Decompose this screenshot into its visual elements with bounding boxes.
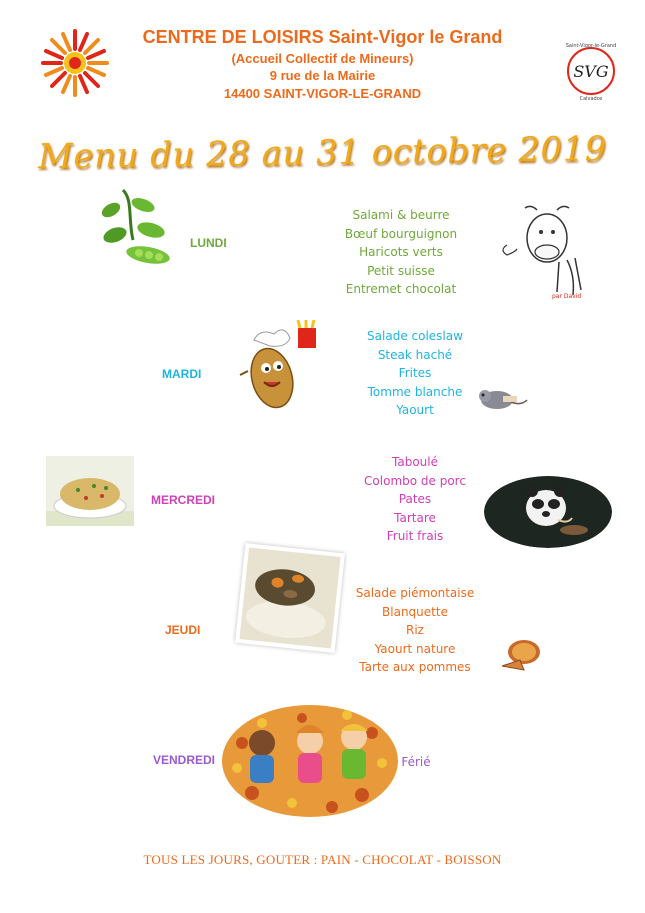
centre-subtitle: (Accueil Collectif de Mineurs) [231,51,414,66]
menu-list-vendredi [396,753,436,772]
menu-item: Haricots verts [359,245,443,260]
menu-item: Yaourt nature [374,641,456,656]
menu-item: Entremet chocolat [345,282,457,297]
menu-item: Riz [406,623,424,638]
svg-text:SVG: SVG [573,62,609,81]
day-label-lundi: LUNDI [190,236,227,250]
potato-chef-image [232,320,327,415]
day-label-mercredi: MERCREDI [151,493,216,507]
menu-item: Fruit frais [386,529,444,544]
menu-item: Tomme blanche [367,384,463,399]
cow-caption: par David [552,293,582,300]
blanquette-image [235,543,345,653]
menu-list-jeudi [350,584,480,677]
daily-snack-note: TOUS LES JOURS, GOUTER : PAIN - CHOCOLAT - BOISSON [143,852,502,867]
taboule-image [46,456,134,526]
menu-title: Menu du 28 au 31 octobre 2019 [37,129,608,177]
svg-text:Calvados: Calvados [579,96,603,102]
menu-item: Pates [398,492,432,507]
menu-item: Frites [398,366,432,381]
day-label-vendredi: VENDREDI [153,753,216,767]
menu-item: Blanquette [382,604,448,619]
menu-item: Steak haché [377,347,453,362]
centre-city: 14400 SAINT-VIGOR-LE-GRAND [223,86,422,101]
panda-eating-noodles-image [484,476,612,548]
menu-item: Salami & beurre [352,208,450,222]
menu-item: Petit suisse [367,263,435,278]
menu-item: Bœuf bourguignon [344,226,458,241]
apple-tart-image [496,636,542,678]
green-beans-image [93,180,178,268]
menu-item: Taboulé [392,455,438,469]
cow-drawing-image [497,200,592,305]
menu-list-mardi [355,327,475,420]
menu-item: Salade coleslaw [367,329,463,343]
centre-street: 9 rue de la Mairie [269,68,376,83]
menu-item: Yaourt [396,403,434,418]
menu-list-lundi [341,206,461,299]
kids-in-leaves-image [222,703,398,820]
menu-item: Tartare [394,510,436,525]
ratatouille-rat-image [475,384,530,414]
centre-name: CENTRE DE LOISIRS Saint-Vigor le Grand [142,27,503,47]
menu-list-mercredi [355,453,475,546]
day-label-mardi: MARDI [162,367,202,381]
svg-text:Saint-Vigor-le-Grand: Saint-Vigor-le-Grand [565,43,617,49]
menu-item: Salade piémontaise [355,586,475,600]
menu-item: Férié [401,755,431,769]
svg-town-logo [560,40,622,102]
menu-item: Tarte aux pommes [359,660,471,675]
day-label-jeudi: JEUDI [165,623,201,637]
menu-item: Colombo de porc [364,473,466,488]
